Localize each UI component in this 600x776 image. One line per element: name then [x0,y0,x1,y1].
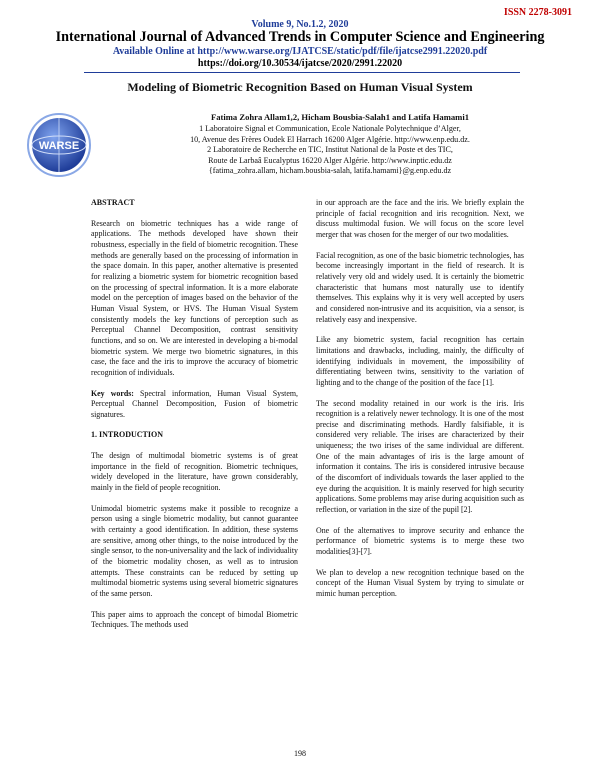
affiliation-line: Route de Larbaâ Eucalyptus 16220 Alger Algérie. http://www.inptic.edu.dz [208,155,452,165]
keywords [91,389,298,421]
online-url[interactable]: Available Online at http://www.warse.org/IJATCSE/static/pdf/file/ijatcse2991.22020.pdf [112,46,488,57]
paragraph: One of the alternatives to improve security and enhance the performance of biometric systems is to merge these two modalities[3]-[7]. [316,525,524,557]
issn: ISSN 2278-3091 [503,7,572,18]
right-column [316,198,524,610]
logo-text: WARSE [38,140,80,152]
affiliation-line: 10, Avenue des Frères Oudek El Harrach 16200 Alger Algérie. http://www.enp.edu.dz. [190,134,470,144]
paragraph: Facial recognition, as one of the basic biometric technologies, has become increasingly important in the field of research. It is relatively very old and widely used. It is certainly the biometric characteristic that humans most naturally use to identify themselves. This explains why it is very well accepted by users and considered non-intrusive and its acquisition, via a sensor, is relatively easy and inexpensive. [316,250,524,324]
keywords-label: Key words: [91,388,134,398]
affiliations [100,124,560,177]
page-number: 198 [294,749,306,758]
affiliation-line: 2 Laboratoire de Recherche en TIC, Institut National de la Poste et des TIC, [207,145,453,155]
paper-title: Modeling of Biometric Recognition Based on Human Visual System [127,80,473,94]
header-rule [84,72,520,73]
paragraph: The second modality retained in our work is the iris. Iris recognition is a relatively newer technology. It is one of the most precise and discriminating methods. Hardly falsifiable, it is considered very reliable. The irises are characterized by their uniqueness; the two irises of the same individual are different. One of the main advantages of iris is the large amount of information it contains. The iris is considered intrusive because of the discomfort of individuals towards the laser applied to the eye during the acquisition. It is mainly reserved for high security applications. Some problems may arise during acquisition such as reflection, or variation in the size of the pupil [2]. [316,398,524,515]
doi-link[interactable]: https://doi.org/10.30534/ijatcse/2020/2991.22020 [197,58,403,69]
abstract-heading: ABSTRACT [91,198,135,207]
paragraph: Like any biometric system, facial recognition has certain limitations and drawbacks, including, mainly, the difficulty of identifying individuals in movement, the impossibility of differentiating between twins, sensitivity to the variation of lighting and to the change of the position of the face [1]. [316,335,524,387]
affiliation-emails: {fatima_zohra.allam, hicham.bousbia-salah, latifa.hamami}@g.enp.edu.dz [208,166,452,176]
volume-line: Volume 9, No.1.2, 2020 [251,19,349,30]
paragraph: in our approach are the face and the iris. We briefly explain the principle of facial recognition and iris recognition. Next, we discuss multimodal fusion. We will focus on the score level merger that was chosen for the merger of our two modalities. [316,198,524,239]
paragraph: The design of multimodal biometric systems is of great importance in the field of recognition. Biometric techniques, widely developed in the literature, have grown considerably, mainly in the field of people recognition. [91,451,298,493]
author-list: Fatima Zohra Allam1,2, Hicham Bousbia-Salah1 and Latifa Hamami1 [210,112,470,122]
left-column [91,198,298,641]
affiliation-line: 1 Laboratoire Signal et Communication, Ecole Nationale Polytechnique d’Alger, [199,124,461,133]
paragraph: Unimodal biometric systems make it possible to recognize a person using a single biometric modality, but cannot guarantee with certainty a good identification. In addition, these systems are sensitive, among other things, to the noise introduced by the single sensor, to the non-universality and the lack of individuality of the biometric modality chosen, as well as to intrusion attempts. These constraints can be reduced by setting up multimodal biometric systems using several biometric signatures of the same person. [91,503,298,598]
paragraph: We plan to develop a new recognition technique based on the concept of the Human Visual System by trying to simulate or mimic human perception. [316,567,524,598]
intro-heading: 1. INTRODUCTION [91,430,164,440]
paragraph: This paper aims to approach the concept of bimodal Biometric Techniques. The methods used [91,609,298,630]
journal-title: International Journal of Advanced Trends in Computer Science and Engineering [55,29,545,45]
keywords-text: Spectral information, Human Visual System, Perceptual Channel Decomposition, Fusion of biometric signatures. [91,388,298,419]
abstract-text: Research on biometric techniques has a wide range of applications. The methods developed have shown their robustness, especially in the field of biometric recognition. These methods are generally based on the processing of information in the space domain. In this paper, another alternative is presented for realizing a biometric system for biometric recognition based on the processing of spectral information. It is a more elaborate model on the perception of images based on the behavior of the Human Visual System, or HVS. The Human Visual System consistently models the key functions of perception such as Perceptual Channel Decomposition, contrast sensitivity functions, and so on. We are interested in developing a bi-modal biometric system. We merge two biometric signatures, in this case, the face and the iris to improve the accuracy of biometric recognition of individuals. [91,218,298,377]
warse-logo [26,112,92,178]
